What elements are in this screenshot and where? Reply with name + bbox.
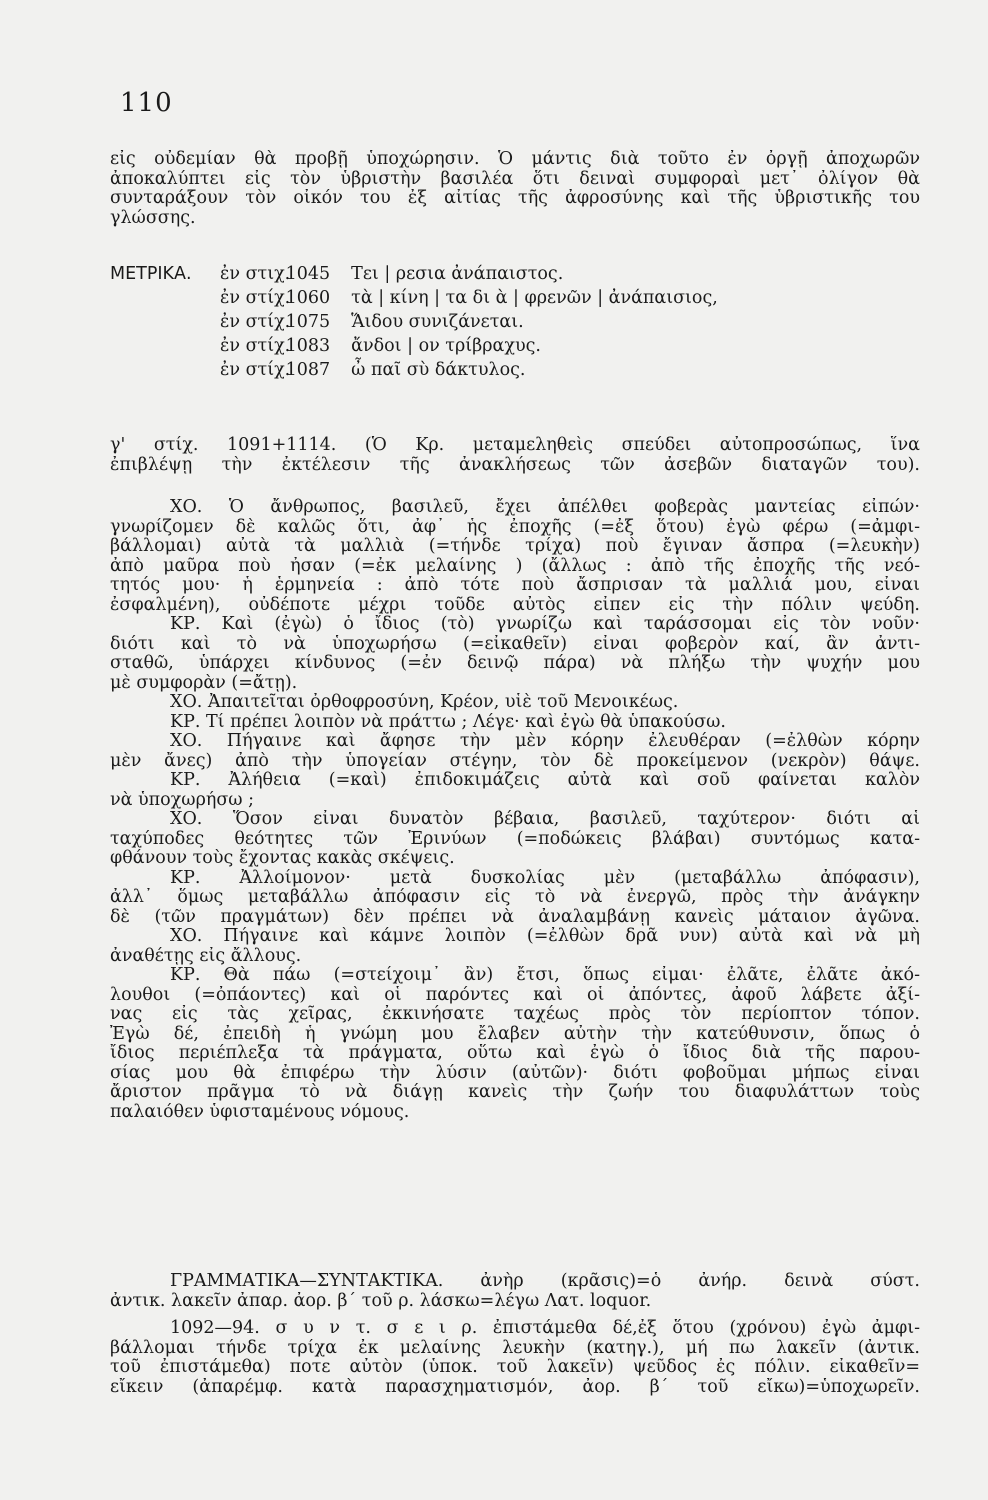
grammar-section (110, 1272, 920, 1397)
text-line: ἀπὸ μαῦρα ποὺ ἦσαν (=ἐκ μελαίνης ) (ἄλλως : ἀπὸ τῆς ἐποχῆς τῆς νεό- (110, 556, 920, 576)
text-line: ΚΡ. Θὰ πάω (=στείχοιμ᾽ ἂν) ἔτσι, ὅπως εἶμαι· ἐλᾶτε, ἐλᾶτε ἀκό- (170, 966, 920, 985)
metrics-ref: ἐν στίχ. (220, 360, 291, 380)
verse-number: 1075 (285, 312, 331, 332)
metrics-label: ΜΕΤΡΙΚΑ. (110, 264, 192, 284)
speech (110, 615, 920, 693)
text-line: μὲν ἄνες) ἀπὸ τὴν ὑπογείαν στέγην, τὸν δὲ προκείμενον (νεκρὸν) θάψε. (110, 751, 920, 771)
page-number: 110 (120, 88, 173, 118)
text-line: ταχύποδες θεότητες τῶν Ἐρινύων (=ποδώκεις βλάβαι) συντόμως κατα- (110, 829, 920, 849)
text-line: 1092—94. σ υ ν τ. σ ε ι ρ. ἐπιστάμεθα δέ,ἐξ ὅτου (χρόνου) ἐγὼ ἀμφι- (170, 1319, 920, 1338)
text-line: ΚΡ. Καὶ (ἐγὼ) ὁ ἴδιος (τὸ) γνωρίζω καὶ ταράσσομαι εἰς τὸν νοῦν· (170, 615, 920, 634)
text-line: εἴκειν (ἀπαρέμφ. κατὰ παρασχηματισμόν, ἀορ. β΄ τοῦ εἴκω)=ὑποχωρεῖν. (110, 1377, 920, 1397)
text-line: ἐπιβλέψῃ τὴν ἐκτέλεσιν τῆς ἀνακλήσεως τῶν ἀσεβῶν διαταγῶν του). (110, 455, 920, 475)
verse-number: 1045 (285, 264, 331, 284)
metrics-row (110, 262, 920, 286)
text-line: ἀλλ᾽ ὅμως μεταβάλλω ἀπόφασιν εἰς τὸ νὰ ἐνεργῶ, πρὸς τὴν ἀνάγκην (110, 888, 920, 907)
metrics-text: Ἅιδου συνιζάνεται. (351, 312, 524, 332)
speech (110, 693, 920, 713)
text-line: ἀναθέτῃς εἰς ἄλλους. (110, 946, 302, 966)
metrics-ref: ἐν στίχ. (220, 336, 291, 356)
speech (110, 810, 920, 869)
text-line: ΚΡ. Ἀλλοίμονον· μετὰ δυσκολίας μὲν (μεταβάλλω ἀπόφασιν), (170, 868, 920, 888)
section-gamma (110, 436, 920, 475)
speech (110, 713, 920, 733)
verse-number: 1087 (285, 360, 331, 380)
text-line: τητός μου· ἡ ἑρμηνεία : ἀπὸ τότε ποὺ ἄσπρισαν τὰ μαλλιά μου, εἶναι (110, 576, 920, 595)
text-line: γλώσσης. (110, 208, 196, 228)
text-line: διότι καὶ τὸ νὰ ὑποχωρήσω (=εἰκαθεῖν) εἶναι φοβερὸν καί, ἂν ἀντι- (110, 634, 920, 654)
verse-number: 1083 (285, 336, 331, 356)
text-line: ΧΟ. Ὁ ἄνθρωπος, βασιλεῦ, ἔχει ἀπέλθει φοβερὰς μαντείας εἰπών· (170, 498, 920, 517)
metrics-text: τὰ | κίνη | τα δι ὰ | φρενῶν | ἀνάπαισιος, (351, 288, 718, 308)
metrics-row (110, 358, 920, 382)
text-line: συνταράξουν τὸν οἰκόν του ἐξ αἰτίας τῆς ἀφροσύνης καὶ τῆς ὑβριστικῆς του (110, 189, 920, 208)
metrics-text: ὦ παῖ σὺ δάκτυλος. (351, 360, 526, 380)
speech (110, 771, 920, 810)
text-line: ΚΡ. Τί πρέπει λοιπὸν νὰ πράττω ; Λέγε· καὶ ἐγὼ θὰ ὑπακούσω. (170, 712, 726, 732)
metrics-row (110, 286, 920, 310)
text-line: ΧΟ. Ἀπαιτεῖται ὀρθοφροσύνη, Κρέον, υἱὲ τοῦ Μενοικέως. (170, 693, 679, 712)
metrics-text: ἄνδοι | ον τρίβραχυς. (351, 336, 541, 356)
text-line: σταθῶ, ὑπάρχει κίνδυνος (=ἐν δεινῷ πάρα) νὰ πλήξω τὴν ψυχήν μου (110, 654, 920, 673)
text-line: ΓΡΑΜΜΑΤΙΚΑ—ΣΥΝΤΑΚΤΙΚΑ. ἀνὴρ (κρᾶσις)=ὁ ἀνήρ. δεινὰ σύστ. (170, 1272, 920, 1291)
speech (110, 498, 920, 615)
text-line: γ' στίχ. 1091+1114. (Ὁ Κρ. μεταμεληθεὶς σπεύδει αὐτοπροσώπως, ἵνα (110, 436, 920, 455)
text-line: μὲ συμφορὰν (=ἄτῃ). (110, 673, 298, 693)
text-line: ἀντικ. λακεῖν ἀπαρ. ἀορ. β΄ τοῦ ρ. λάσκω=λέγω Λατ. loquor. (110, 1291, 652, 1311)
verse-number: 1060 (285, 288, 331, 308)
speech (110, 732, 920, 771)
text-line: δὲ (τῶν πραγμάτων) δὲν πρέπει νὰ ἀναλαμβάνῃ κανεὶς μάταιον ἀγῶνα. (110, 907, 920, 927)
text-line: ΧΟ. Πήγαινε καὶ κάμνε λοιπὸν (=ἐλθὼν δρᾶ νυν) αὐτὰ καὶ νὰ μὴ (170, 927, 920, 946)
metrics-text: Τει | ρεσια ἀνάπαιστος. (351, 264, 564, 284)
metrics-row (110, 310, 920, 334)
text-line: τοῦ ἐπιστάμεθα) ποτε αὐτὸν (ὑποκ. τοῦ λακεῖν) ψεῦδος ἐς πόλιν. εἰκαθεῖν= (110, 1358, 920, 1377)
text-line: ΚΡ. Ἀλήθεια (=καὶ) ἐπιδοκιμάζεις αὐτὰ καὶ σοῦ φαίνεται καλὸν (170, 771, 920, 790)
dialogue (110, 498, 920, 1122)
intro-paragraph (110, 150, 920, 228)
metrics-ref: ἐν στίχ. (220, 312, 291, 332)
text-line: παλαιόθεν ὑφισταμένους νόμους. (110, 1102, 410, 1122)
metrics-ref: ἐν στίχ. (220, 288, 291, 308)
text-line: νας εἰς τὰς χεῖρας, ἐκκινήσατε ταχέως πρὸς τὸν περίοπτον τόπον. (110, 1005, 920, 1024)
text-line: φθάνουν τοὺς ἔχοντας κακὰς σκέψεις. (110, 849, 455, 868)
text-line: γνωρίζομεν δὲ καλῶς ὅτι, ἀφ᾽ ἧς ἐποχῆς (=ἐξ ὅτου) ἐγὼ φέρω (=ἀμφι- (110, 517, 920, 537)
text-line: σίας μου θὰ ἐπιφέρω τὴν λύσιν (αὐτῶν)· διότι φοβοῦμαι μήπως εἶναι (110, 1063, 920, 1083)
speech (110, 927, 920, 966)
text-line: Ἐγὼ δέ, ἐπειδὴ ἡ γνώμη μου ἔλαβεν αὐτὴν τὴν κατεύθυνσιν, ὅπως ὁ (110, 1024, 920, 1044)
speech (110, 869, 920, 928)
text-line: ΧΟ. Πήγαινε καὶ ἄφησε τὴν μὲν κόρην ἐλευθέραν (=ἐλθὼν κόρην (170, 732, 920, 751)
text-line: λουθοι (=ὀπάοντες) καὶ οἱ παρόντες καὶ οἱ ἀπόντες, ἀφοῦ λάβετε ἀξί- (110, 985, 920, 1005)
speech (110, 966, 920, 1122)
metrics-row (110, 334, 920, 358)
text-line: ἐσφαλμένη), οὐδέποτε μέχρι τοῦδε αὐτὸς εἶπεν εἰς τὴν πόλιν ψεύδη. (110, 595, 920, 615)
text-line: ΧΟ. Ὅσον εἶναι δυνατὸν βέβαια, βασιλεῦ, ταχύτερον· διότι αἱ (170, 810, 920, 829)
text-line: νὰ ὑποχωρήσω ; (110, 790, 255, 810)
text-line: ἄριστον πρᾶγμα τὸ νὰ διάγῃ κανεὶς τὴν ζωήν του διαφυλάττων τοὺς (110, 1083, 920, 1102)
text-line: ἴδιος περιέπλεξα τὰ πράγματα, οὕτω καὶ ἐγὼ ὁ ἴδιος διὰ τῆς παρου- (110, 1044, 920, 1063)
text-line: βάλλομαι τήνδε τρίχα ἐκ μελαίνης λευκὴν (κατηγ.), μή πω λακεῖν (ἀντικ. (110, 1338, 920, 1358)
metrics-section (110, 262, 920, 382)
text-line: εἰς οὐδεμίαν θὰ προβῇ ὑποχώρησιν. Ὁ μάντις διὰ τοῦτο ἐν ὀργῇ ἀποχωρῶν (110, 150, 920, 169)
text-line: βάλλομαι) αὐτὰ τὰ μαλλιὰ (=τήνδε τρίχα) ποὺ ἔγιναν ἄσπρα (=λευκὴν) (110, 537, 920, 556)
text-line: ἀποκαλύπτει εἰς τὸν ὑβριστὴν βασιλέα ὅτι δειναὶ συμφοραὶ μετ᾽ ὀλίγον θὰ (110, 169, 920, 189)
metrics-ref: ἐν στιχ. (220, 264, 291, 284)
